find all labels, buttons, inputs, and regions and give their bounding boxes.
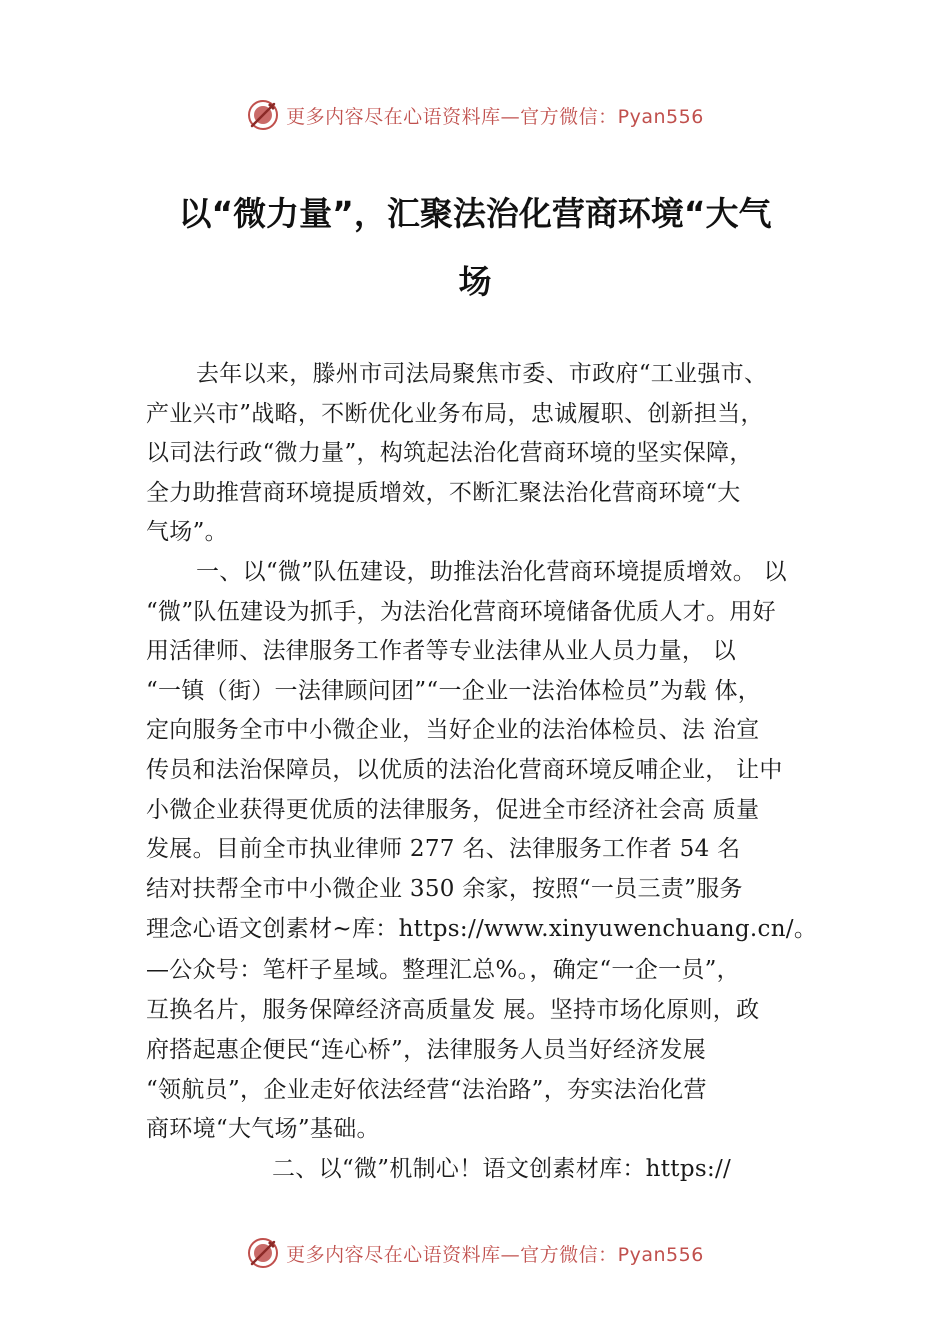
paragraph-line: 产业兴市”战略，不断优化业务布局，忠诚履职、创新担当， [146,400,764,427]
paragraph-line: 全力助推营商环境提质增效，不断汇聚法治化营商环境“大 [146,479,741,506]
paragraph-line: 发展。目前全市执业律师 277 名、法律服务工作者 54 名 [146,836,741,863]
paragraph-line: 气场”。 [146,519,228,546]
header-banner [0,95,950,135]
paragraph-line: “领航员”，企业走好依法经营“法治路”，夯实法治化营 [146,1076,707,1103]
paragraph-line: 理念心语文创素材~库：https://www.xinyuwenchuang.cn/。 [146,916,818,943]
title-line: 以“微力量”，汇聚法治化营商环境“大气 [178,194,772,233]
title-line: 场 [458,262,492,301]
paragraph-line: 小微企业获得更优质的法律服务，促进全市经济社会高 质量 [146,796,760,823]
paragraph-line: 结对扶帮全市中小微企业 350 余家，按照“一员三责”服务 [146,875,743,902]
paragraph-line: 商环境“大气场”基础。 [146,1116,380,1143]
paragraph-line: “微”队伍建设为抓手，为法治化营商环境储备优质人才。用好 [146,598,776,625]
paragraph-line: 传员和法治保障员，以优质的法治化营商环境反哺企业， 让中 [146,756,783,783]
paragraph-line: 二、以“微”机制心！语文创素材库：https:// [272,1155,732,1182]
footer-banner [0,1233,950,1273]
article-body [146,355,836,1189]
banner-text: 更多内容尽在心语资料库—官方微信：Pyan556 [286,1243,704,1266]
paragraph-line: 定向服务全市中小微企业，当好企业的法治体检员、法 治宣 [146,717,760,744]
banner-text: 更多内容尽在心语资料库—官方微信：Pyan556 [286,105,704,128]
quill-seal-logo-icon [246,1236,280,1270]
page-title [120,180,830,316]
paragraph-line: 互换名片，服务保障经济高质量发 展。坚持市场化原则，政 [146,997,760,1024]
paragraph-line: “一镇（街）一法律顾问团”“一企业一法治体检员”为载 体， [146,677,762,704]
paragraph-line: 一、以“微”队伍建设，助推法治化营商环境提质增效。 以 [196,558,787,585]
paragraph-line: 府搭起惠企便民“连心桥”，法律服务人员当好经济发展 [146,1036,707,1063]
paragraph-line: 去年以来，滕州市司法局聚焦市委、市政府“工业强市、 [196,361,768,387]
paragraph-line: 用活律师、法律服务工作者等专业法律从业人员力量， 以 [146,638,737,665]
paragraph-line: 以司法行政“微力量”，构筑起法治化营商环境的坚实保障， [146,440,753,467]
quill-seal-logo-icon [246,98,280,132]
paragraph-line: —公众号：笔杆子星域。整理汇总%。，确定“一企一员”， [146,957,740,984]
